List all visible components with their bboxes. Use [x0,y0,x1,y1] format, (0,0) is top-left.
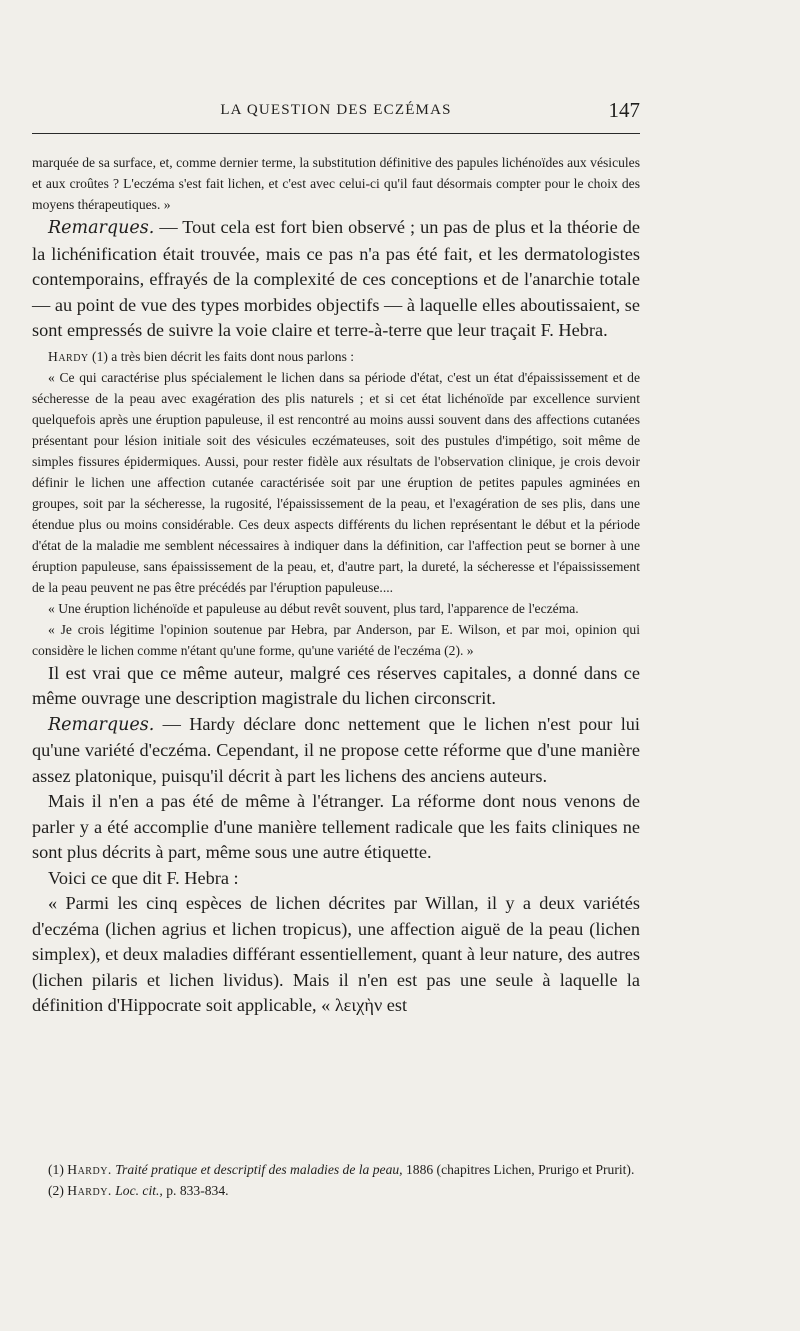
remarques-label: Remarques. [48,714,155,735]
header-rule [32,133,640,134]
quote-hardy-3: « Je crois légitime l'opinion soutenue par Hebra, par Anderson, par E. Wilson, et par moi, opinion qui considère le lichen comme n'étant qu'une forme, qu'une variété de l'eczéma (2). » [32,621,640,658]
paragraph-remarques-2 [32,712,640,790]
page-body [32,152,640,1019]
remarques-label: Remarques. [48,218,155,238]
footnote-1-author: Hardy. [67,1162,112,1177]
footnote-2 [32,1180,640,1201]
footnote-2-cite: Loc. cit., [115,1183,163,1198]
remarques-text: — Hardy déclare donc nettement que le lichen n'est pour lui qu'une variété d'eczéma. Cependant, il ne propose cette réforme que d'une manière assez platonique, puisqu'il décrit à part les lichens des anciens auteurs. [32,713,640,786]
footnote-2-rest: p. 833-834. [166,1183,229,1198]
paragraph-etranger: Mais il n'en a pas été de même à l'étranger. La réforme dont nous venons de parler y a été accomplie d'une manière tellement radicale que les faits cliniques ne sont plus décrits à part, même sous une autre étiquette. [32,791,640,862]
quote-hardy-2: « Une éruption lichénoïde et papuleuse au début revêt souvent, plus tard, l'apparence de l'eczéma. [48,600,579,616]
paragraph-auteur: Il est vrai que ce même auteur, malgré ces réserves capitales, a donné dans ce même ouvrage une description magistrale du lichen circonscrit. [32,662,640,708]
paragraph-hardy-intro [32,346,640,367]
footnotes [32,1159,640,1201]
footnote-1-number: (1) [48,1162,64,1177]
page-number: 147 [608,98,640,122]
paragraph-remarques-1 [32,215,640,344]
paragraph-hebra-quote: « Parmi les cinq espèces de lichen décrites par Willan, il y a deux variétés d'eczéma (lichen agrius et lichen tropicus), une affection aiguë de la peau (lichen simplex), et deux maladies différant essentiellement, quant à leur nature, des autres (lichen pilaris et lichen lividus). Mais il n'en est pas une seule à laquelle la définition d'Hippocrate soit applicable, « λειχὴν est [32,893,640,1015]
paragraph-hebra-intro: Voici ce que dit F. Hebra : [48,867,239,888]
quote-hardy-1: « Ce qui caractérise plus spécialement le lichen dans sa période d'état, c'est un état d'épaississement et de sécheresse de la peau avec exagération des plis naturels ; et si cet état lichénoïde par excellence survient quelquefois après une éruption papuleuse, il est rencontré au moins aussi souvent dans des affections cutanées présentant pour lésion initiale soit des vésicules eczémateuses, soit des pustules d'impétigo, soit même de simples fissures épidermiques. Aussi, pour rester fidèle aux résultats de l'observation clinique, je crois devoir définir le lichen une affection cutanée caractérisée soit par une éruption de petites papules agminées en groupes, soit par la sécheresse, la rugosité, l'épaississement de la peau, et l'exagération de ses plis, dans une étendue plus ou moins considérable. Ces deux aspects différents du lichen représentant le début et la période d'état de la maladie me semblent nécessaires à indiquer dans la définition, car l'affection peut se borner à une éruption papuleuse, sans épaississement de la peau, et, d'autre part, la dureté, la sécheresse et l'épaississement de la peau peuvent ne pas être précédés par l'éruption papuleuse.... [32,369,640,595]
footnote-2-author: Hardy. [67,1183,112,1198]
hardy-intro-text: (1) a très bien décrit les faits dont nous parlons : [88,348,355,364]
author-name: Hardy [48,348,89,364]
footnote-1 [32,1159,640,1180]
running-title: LA QUESTION DES ECZÉMAS [220,102,452,118]
footnote-1-title: Traité pratique et descriptif des maladies de la peau, [115,1162,403,1177]
page-header [32,98,640,128]
remarques-text: — Tout cela est fort bien observé ; un pas de plus et la théorie de la lichénification était trouvée, mais ce pas n'a pas été fait, et les dermatologistes contemporains, effrayés de la complexité de ces conceptions et de l'anarchie totale — au point de vue des types morbides objectifs — à laquelle elles aboutissaient, se sont empressés de suivre la voie claire et terre-à-terre que leur traçait F. Hebra. [32,217,640,340]
footnote-1-rest: 1886 (chapitres Lichen, Prurigo et Prurit). [405,1162,635,1177]
footnote-2-number: (2) [48,1183,64,1198]
paragraph-quote-end: marquée de sa surface, et, comme dernier terme, la substitution définitive des papules lichénoïdes aux vésicules et aux croûtes ? L'eczéma s'est fait lichen, et c'est avec celui-ci qu'il faut désormais compter pour le choix des moyens thérapeutiques. » [32,155,640,212]
